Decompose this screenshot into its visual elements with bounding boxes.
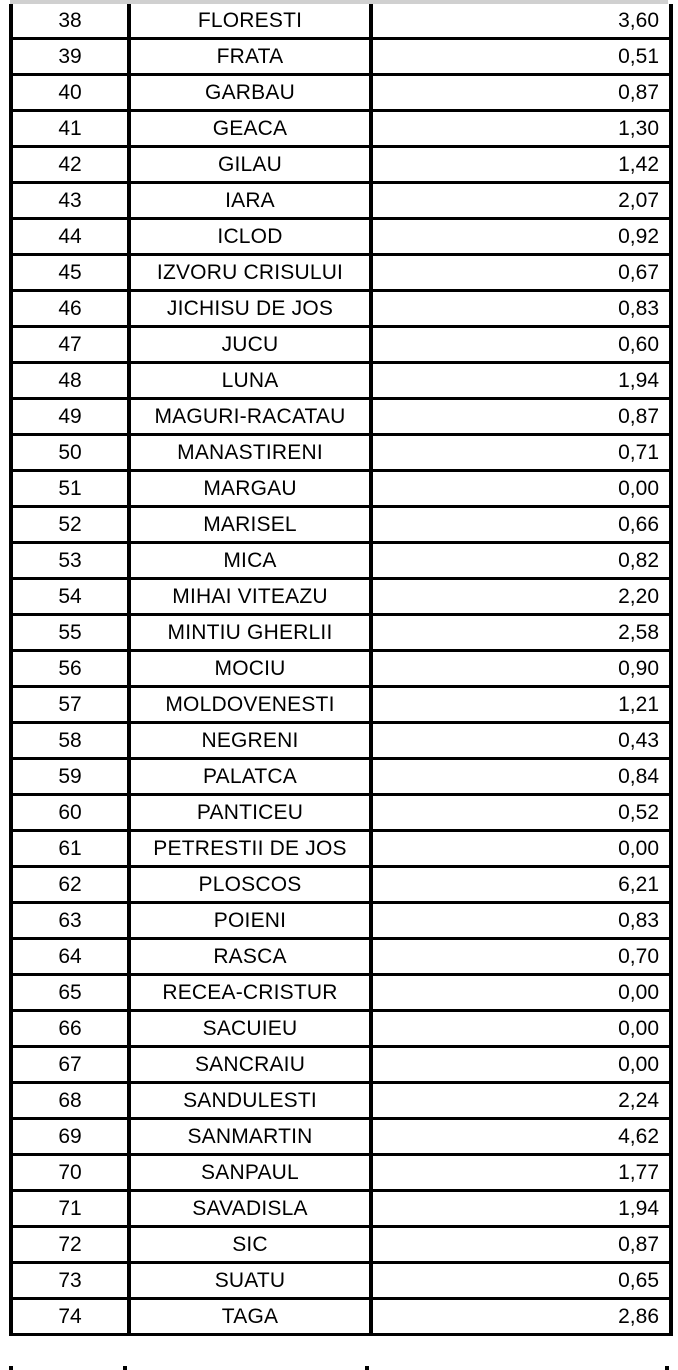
row-number-cell: 42	[11, 147, 129, 183]
table-row	[11, 111, 671, 147]
data-sheet	[0, 4, 678, 1336]
row-number-cell: 46	[11, 291, 129, 327]
table-row	[11, 1299, 671, 1335]
table-row	[11, 543, 671, 579]
table-row	[11, 579, 671, 615]
locality-name-cell: PETRESTII DE JOS	[129, 831, 371, 867]
locality-name-cell: GARBAU	[129, 75, 371, 111]
locality-name-cell: SANCRAIU	[129, 1047, 371, 1083]
value-cell: 0,84	[371, 759, 671, 795]
table-row	[11, 723, 671, 759]
table-row	[11, 975, 671, 1011]
column-divider	[123, 1366, 127, 1370]
row-number-cell: 51	[11, 471, 129, 507]
value-cell: 0,51	[371, 39, 671, 75]
table-row	[11, 75, 671, 111]
row-number-cell: 54	[11, 579, 129, 615]
locality-name-cell: IARA	[129, 183, 371, 219]
value-cell: 0,87	[371, 75, 671, 111]
value-cell: 2,07	[371, 183, 671, 219]
locality-name-cell: JICHISU DE JOS	[129, 291, 371, 327]
table-row	[11, 363, 671, 399]
table-row	[11, 183, 671, 219]
value-cell: 1,30	[371, 111, 671, 147]
locality-name-cell: MINTIU GHERLII	[129, 615, 371, 651]
table-row	[11, 831, 671, 867]
row-number-cell: 74	[11, 1299, 129, 1335]
locality-name-cell: IZVORU CRISULUI	[129, 255, 371, 291]
table-row	[11, 1227, 671, 1263]
value-cell: 0,00	[371, 1011, 671, 1047]
table-row	[11, 1119, 671, 1155]
value-cell: 2,86	[371, 1299, 671, 1335]
locality-name-cell: SANPAUL	[129, 1155, 371, 1191]
row-number-cell: 39	[11, 39, 129, 75]
table-row	[11, 1263, 671, 1299]
table-row	[11, 255, 671, 291]
table-row	[11, 1047, 671, 1083]
row-number-cell: 70	[11, 1155, 129, 1191]
row-number-cell: 40	[11, 75, 129, 111]
row-number-cell: 68	[11, 1083, 129, 1119]
table-row	[11, 1191, 671, 1227]
value-cell: 2,20	[371, 579, 671, 615]
value-cell: 1,94	[371, 363, 671, 399]
locality-name-cell: PANTICEU	[129, 795, 371, 831]
value-cell: 0,90	[371, 651, 671, 687]
value-cell: 3,60	[371, 4, 671, 39]
row-number-cell: 69	[11, 1119, 129, 1155]
locality-name-cell: SAVADISLA	[129, 1191, 371, 1227]
table-row	[11, 399, 671, 435]
row-number-cell: 56	[11, 651, 129, 687]
value-cell: 0,92	[371, 219, 671, 255]
table-row	[11, 435, 671, 471]
value-cell: 0,82	[371, 543, 671, 579]
locality-name-cell: FRATA	[129, 39, 371, 75]
locality-name-cell: RECEA-CRISTUR	[129, 975, 371, 1011]
value-cell: 0,65	[371, 1263, 671, 1299]
locality-name-cell: MICA	[129, 543, 371, 579]
value-cell: 0,83	[371, 903, 671, 939]
row-number-cell: 43	[11, 183, 129, 219]
value-cell: 0,87	[371, 1227, 671, 1263]
table-row	[11, 4, 671, 39]
locality-name-cell: GILAU	[129, 147, 371, 183]
value-cell: 0,66	[371, 507, 671, 543]
locality-name-cell: SANMARTIN	[129, 1119, 371, 1155]
table-row	[11, 1155, 671, 1191]
locality-name-cell: POIENI	[129, 903, 371, 939]
locality-name-cell: MOCIU	[129, 651, 371, 687]
locality-name-cell: MANASTIRENI	[129, 435, 371, 471]
column-divider	[365, 1366, 369, 1370]
table-row	[11, 147, 671, 183]
value-cell: 0,87	[371, 399, 671, 435]
row-number-cell: 44	[11, 219, 129, 255]
value-cell: 1,21	[371, 687, 671, 723]
row-number-cell: 48	[11, 363, 129, 399]
locality-name-cell: ICLOD	[129, 219, 371, 255]
row-number-cell: 67	[11, 1047, 129, 1083]
value-cell: 1,94	[371, 1191, 671, 1227]
row-number-cell: 71	[11, 1191, 129, 1227]
row-number-cell: 60	[11, 795, 129, 831]
value-cell: 0,43	[371, 723, 671, 759]
row-number-cell: 45	[11, 255, 129, 291]
locality-name-cell: TAGA	[129, 1299, 371, 1335]
row-number-cell: 50	[11, 435, 129, 471]
column-divider	[9, 1366, 13, 1370]
row-number-cell: 66	[11, 1011, 129, 1047]
row-number-cell: 53	[11, 543, 129, 579]
value-cell: 4,62	[371, 1119, 671, 1155]
value-cell: 0,67	[371, 255, 671, 291]
locality-name-cell: NEGRENI	[129, 723, 371, 759]
next-row-edge	[9, 1366, 669, 1370]
value-cell: 0,70	[371, 939, 671, 975]
table-row	[11, 795, 671, 831]
locality-name-cell: GEACA	[129, 111, 371, 147]
value-cell: 0,00	[371, 975, 671, 1011]
row-number-cell: 61	[11, 831, 129, 867]
table-row	[11, 867, 671, 903]
table-row	[11, 615, 671, 651]
row-number-cell: 58	[11, 723, 129, 759]
table-row	[11, 903, 671, 939]
table-row	[11, 1011, 671, 1047]
locality-name-cell: MOLDOVENESTI	[129, 687, 371, 723]
value-cell: 0,52	[371, 795, 671, 831]
table-row	[11, 759, 671, 795]
value-cell: 0,71	[371, 435, 671, 471]
value-cell: 0,00	[371, 831, 671, 867]
locality-name-cell: MARISEL	[129, 507, 371, 543]
values-table	[9, 4, 673, 1336]
table-row	[11, 471, 671, 507]
locality-name-cell: SACUIEU	[129, 1011, 371, 1047]
row-number-cell: 59	[11, 759, 129, 795]
table-row	[11, 327, 671, 363]
row-number-cell: 62	[11, 867, 129, 903]
value-cell: 0,60	[371, 327, 671, 363]
row-number-cell: 38	[11, 4, 129, 39]
locality-name-cell: MARGAU	[129, 471, 371, 507]
row-number-cell: 72	[11, 1227, 129, 1263]
locality-name-cell: SANDULESTI	[129, 1083, 371, 1119]
locality-name-cell: MAGURI-RACATAU	[129, 399, 371, 435]
row-number-cell: 49	[11, 399, 129, 435]
value-cell: 2,24	[371, 1083, 671, 1119]
column-divider	[665, 1366, 669, 1370]
value-cell: 6,21	[371, 867, 671, 903]
table-row	[11, 651, 671, 687]
locality-name-cell: SIC	[129, 1227, 371, 1263]
locality-name-cell: RASCA	[129, 939, 371, 975]
row-number-cell: 57	[11, 687, 129, 723]
row-number-cell: 41	[11, 111, 129, 147]
row-number-cell: 65	[11, 975, 129, 1011]
value-cell: 0,00	[371, 1047, 671, 1083]
row-number-cell: 55	[11, 615, 129, 651]
table-row	[11, 507, 671, 543]
table-row	[11, 1083, 671, 1119]
value-cell: 1,77	[371, 1155, 671, 1191]
row-number-cell: 73	[11, 1263, 129, 1299]
table-row	[11, 219, 671, 255]
value-cell: 2,58	[371, 615, 671, 651]
table-row	[11, 39, 671, 75]
locality-name-cell: PALATCA	[129, 759, 371, 795]
locality-name-cell: MIHAI VITEAZU	[129, 579, 371, 615]
row-number-cell: 64	[11, 939, 129, 975]
value-cell: 0,83	[371, 291, 671, 327]
locality-name-cell: SUATU	[129, 1263, 371, 1299]
row-number-cell: 63	[11, 903, 129, 939]
row-number-cell: 47	[11, 327, 129, 363]
row-number-cell: 52	[11, 507, 129, 543]
table-row	[11, 939, 671, 975]
table-body	[11, 4, 671, 1335]
locality-name-cell: FLORESTI	[129, 4, 371, 39]
locality-name-cell: PLOSCOS	[129, 867, 371, 903]
locality-name-cell: JUCU	[129, 327, 371, 363]
value-cell: 0,00	[371, 471, 671, 507]
table-row	[11, 687, 671, 723]
table-row	[11, 291, 671, 327]
locality-name-cell: LUNA	[129, 363, 371, 399]
value-cell: 1,42	[371, 147, 671, 183]
